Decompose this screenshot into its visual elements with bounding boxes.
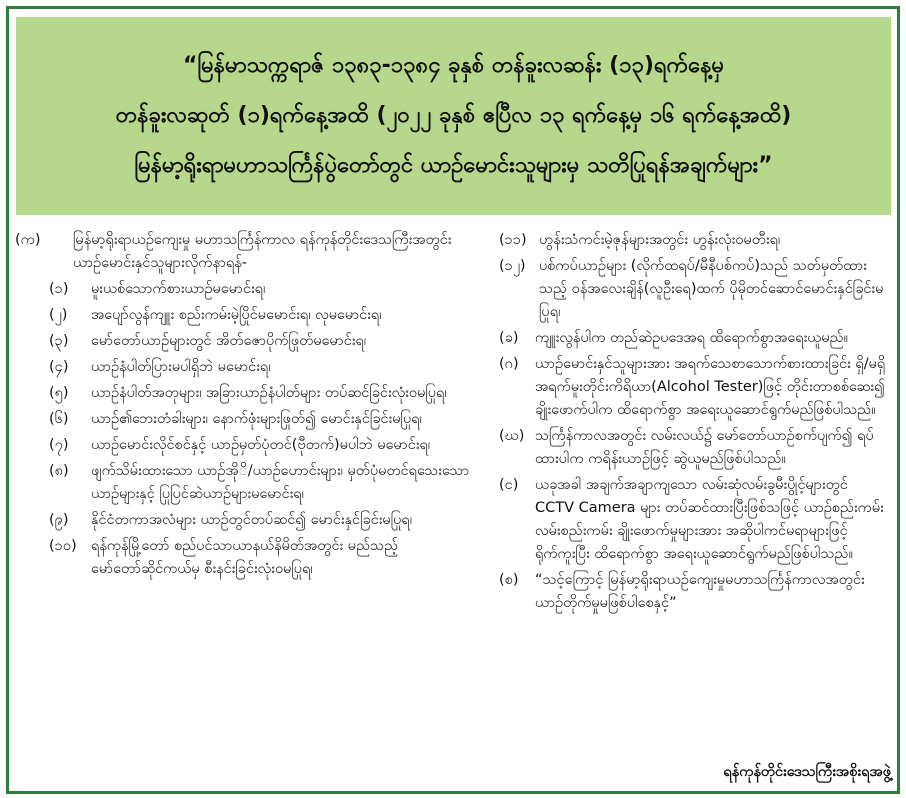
list-item <box>499 425 891 471</box>
item-number: (၄) <box>49 359 69 375</box>
item-number: (က) <box>15 232 41 248</box>
header-line-3: မြန်မာ့ရိုးရာမဟာသင်္ကြန်ပွဲတော်တွင် ယာဉ်မောင်းသူများမှ သတိပြုရန်အချက်များ” <box>134 153 773 178</box>
list-item <box>15 229 485 275</box>
item-text: ယာဉ်၏ဘေးတံခါးများ၊ နောက်ဖုံးများဖြုတ်၍ မောင်းနှင်ခြင်းမပြုရ၊ <box>91 411 422 427</box>
list-item <box>15 382 485 405</box>
header-line-1: “မြန်မာသက္ကရာဇ် ၁၃၈၃-၁၃၈၄ ခုနှစ် တန်ခူးလဆန်း (၁၃)ရက်နေ့မှ <box>182 53 725 78</box>
header-line-2: တန်ခူးလဆုတ် (၁)ရက်နေ့အထိ (၂၀၂၂ ခုနှစ် ဧပြီလ ၁၃ ရက်နေ့မှ ၁၆ ရက်နေ့အထိ) <box>115 103 792 128</box>
list-item <box>499 474 891 566</box>
item-text: မော်တော်ယာဉ်များတွင် အိတ်ဇောပိုက်ဖြုတ်မမောင်းရ၊ <box>91 333 367 349</box>
item-number: (ဃ) <box>499 428 525 444</box>
list-item <box>15 304 485 327</box>
right-column <box>499 229 891 789</box>
item-text: နိုင်ငံတကာအလံများ ယာဉ်တွင်တပ်ဆင်၍ မောင်းနှင်ခြင်းမပြုရ၊ <box>91 512 413 528</box>
item-number: (၁၂) <box>499 258 526 274</box>
item-text: ယာဉ်မောင်းလိုင်စင်နှင့် ယာဉ်မှတ်ပုံတင်(ဗီုတက်)မပါဘဲ မမောင်းရ၊ <box>91 437 431 453</box>
list-item <box>15 330 485 353</box>
item-number: (င) <box>499 477 519 493</box>
item-text: ယာဉ်နံပါတ်အတုများ၊ အခြားယာဉ်နံပါတ်များ တပ်ဆင်ခြင်းလုံးဝမပြုရ၊ <box>91 385 447 401</box>
list-item <box>499 569 891 615</box>
list-item <box>499 255 891 324</box>
list-item <box>15 434 485 457</box>
list-item <box>15 509 485 532</box>
item-number: (၁၀) <box>49 538 77 554</box>
list-item <box>15 356 485 379</box>
item-text: ပစ်ကပ်ယာဉ်များ (လိုက်ထရပ်/မီနီပစ်ကပ်)သည် သတ်မှတ်ထားသည့် ဝန်အလေးချိန်(လူဦးရေ)ထက် ပိုမိုတင်ဆောင်မောင်းနှင်ခြင်းမပြုရ၊ <box>539 258 884 320</box>
item-number: (၁) <box>49 281 69 297</box>
item-number: (၁၁) <box>499 232 527 248</box>
item-number: (၅) <box>49 385 69 401</box>
issuer-signature: ရန်ကုန်တိုင်းဒေသကြီးအစိုးရအဖွဲ့ <box>723 764 891 780</box>
item-number: (၃) <box>49 333 69 349</box>
notice-frame <box>6 6 900 794</box>
item-number: (ဂ) <box>499 356 519 372</box>
list-item <box>15 460 485 506</box>
item-number: (၇) <box>49 437 69 453</box>
item-text: ကျူးလွန်ပါက တည်ဆဲဥပဒေအရ ထိရောက်စွာအရေးယူမည်။ <box>535 330 849 346</box>
item-text: ယာဉ်နံပါတ်ပြားမပါရှိဘဲ မမောင်းရ၊ <box>91 359 271 375</box>
item-text: သင်္ကြန်ကာလအတွင်း လမ်းလယ်၌ မော်တော်ယာဉ်စက်ပျက်၍ ရပ်ထားပါက ကရိန်းယာဉ်ဖြင့် ဆွဲယူမည်ဖြစ်ပါသည်။ <box>535 428 874 467</box>
list-item <box>499 229 891 252</box>
list-item <box>15 408 485 431</box>
list-item <box>499 353 891 422</box>
item-text: ဟွန်းသံကင်းမဲ့ဇုန်များအတွင်း ဟွန်းလုံးဝမတီးရ၊ <box>539 232 781 248</box>
item-text: “သင့်ကြောင့် မြန်မာ့ရိုးရာယဉ်ကျေးမှုမဟာသင်္ကြန်ကာလအတွင်း ယာဉ်တိုက်မှုမဖြစ်ပါစေနှင့်” <box>535 572 865 611</box>
list-item <box>15 278 485 301</box>
left-column <box>15 229 485 584</box>
list-item <box>15 535 485 581</box>
item-text: မူးယစ်သောက်စားယာဉ်မမောင်းရ၊ <box>91 281 266 297</box>
list-item <box>499 327 891 350</box>
item-text: အပျော်လွန်ကျူး စည်းကမ်းမဲ့ပြိုင်မမောင်းရ၊ လုမမောင်းရ၊ <box>91 307 382 323</box>
item-number: (ခ) <box>499 330 519 346</box>
item-text: ယာဉ်မောင်းနှင်သူများအား အရက်သေစာသောက်စားထားခြင်း ရှိ/မရှိ အရက်မူးတိုင်းကိရိယာ(Alcohol Tester)ဖြင့် တိုင်းတာစစ်ဆေး၍ ချိုးဖောက်ပါက ထိရောက်စွာ အရေးယူဆောင်ရွက်မည်ဖြစ်ပါသည်။ <box>535 356 886 418</box>
item-number: (၂) <box>49 307 68 323</box>
item-number: (၉) <box>49 512 69 528</box>
item-number: (၆) <box>49 411 69 427</box>
item-number: (စ) <box>499 572 519 588</box>
item-text: မြန်မာ့ရိုးရာယဉ်ကျေးမှု မဟာသင်္ကြန်ကာလ ရန်ကုန်တိုင်းဒေသကြီးအတွင်း ယာဉ်မောင်းနှင်သူများလိုက်နာရန်- <box>73 232 452 271</box>
item-number: (၈) <box>49 463 69 479</box>
notice-header <box>16 17 891 215</box>
item-text: ယခုအခါ အချက်အချာကျသော လမ်းဆုံလမ်းခွမီးပွိုင့်များတွင် CCTV Camera များ တပ်ဆင်ထားပြီးဖြစ်သဖြင့် ယာဉ်စည်းကမ်း လမ်းစည်းကမ်း ချိုးဖောက်မှုများအား အဆိုပါကင်မရာများဖြင့် ရိုက်ကူးပြီး ထိရောက်စွာ အရေးယူဆောင်ရွက်မည်ဖြစ်ပါသည်။ <box>535 477 884 562</box>
item-text: ဖျက်သိမ်းထားသော ယာဉ်အိုိ/ယာဉ်ဟောင်းများ၊ မှတ်ပုံမတင်ရသေးသောယာဉ်များနှင့် ပြုပြင်ဆဲယာဉ်များမမောင်းရ၊ <box>91 463 470 502</box>
item-text: ရန်ကုန်မြို့တော် စည်ပင်သာယာနယ်နိမိတ်အတွင်း မည်သည့်မော်တော်ဆိုင်ကယ်မှ စီးနင်းခြင်းလုံးဝမပြုရ၊ <box>91 538 399 577</box>
